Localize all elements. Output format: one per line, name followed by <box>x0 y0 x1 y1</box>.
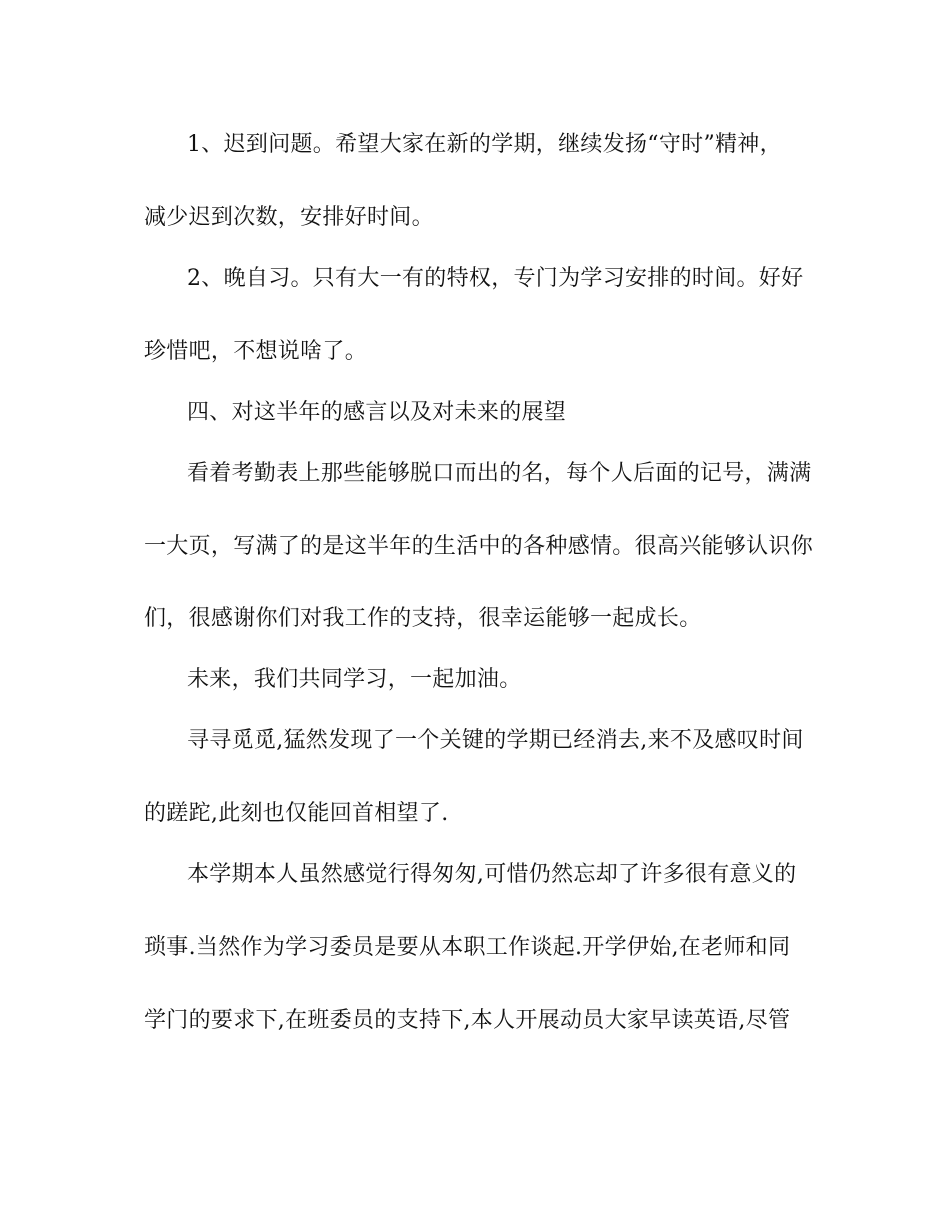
text-line: 1、迟到问题。希望大家在新的学期，继续发扬“守时”精神， <box>187 132 782 157</box>
section-heading: 四、对这半年的感言以及对未来的展望 <box>187 400 567 425</box>
text-line: 未来，我们共同学习，一起加油。 <box>187 667 522 692</box>
text-line: 寻寻觅觅,猛然发现了一个关键的学期已经消去,来不及感叹时间 <box>187 728 804 753</box>
text-line: 减少迟到次数，安排好时间。 <box>144 205 434 230</box>
text-line: 们，很感谢你们对我工作的支持，很幸运能够一起成长。 <box>144 606 702 631</box>
text-line: 本学期本人虽然感觉行得匆匆,可惜仍然忘却了许多很有意义的 <box>187 862 797 887</box>
text-line: 珍惜吧，不想说啥了。 <box>144 339 368 364</box>
text-line: 2、晚自习。只有大一有的特权，专门为学习安排的时间。好好 <box>187 266 804 291</box>
text-line: 看着考勤表上那些能够脱口而出的名，每个人后面的记号，满满 <box>187 461 812 486</box>
text-line: 的蹉跎,此刻也仅能回首相望了. <box>144 801 449 826</box>
text-line: 一大页，写满了的是这半年的生活中的各种感情。很高兴能够认识你 <box>144 534 814 559</box>
text-line: 学门的要求下,在班委员的支持下,本人开展动员大家早读英语,尽管 <box>144 1008 791 1033</box>
text-line: 琐事.当然作为学习委员是要从本职工作谈起.开学伊始,在老师和同 <box>144 935 791 960</box>
